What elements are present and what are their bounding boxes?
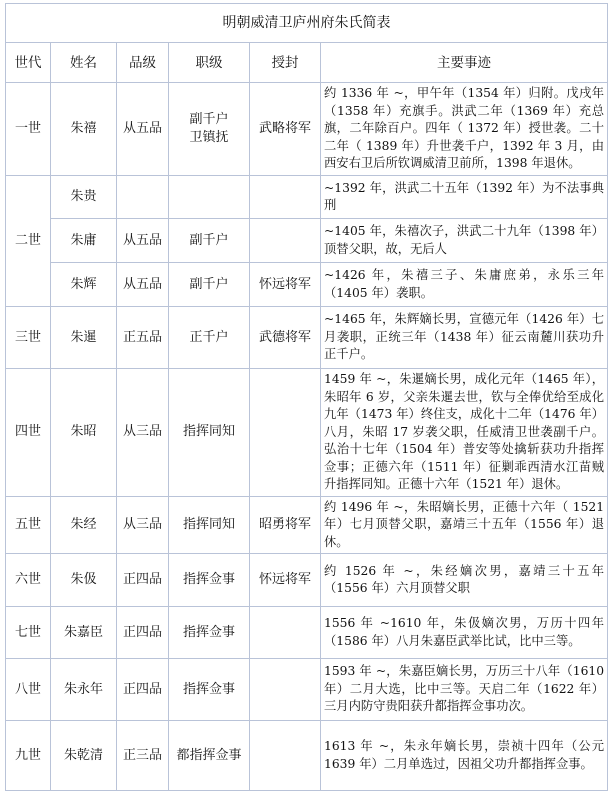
position-cell: 指挥佥事 (169, 607, 250, 659)
rank-cell: 正四品 (117, 607, 169, 659)
events-cell: 约 1526 年 ~，朱经嫡次男，嘉靖三十五年（1556 年）六月顶替父职 (321, 554, 608, 607)
title-cell: 武略将军 (250, 83, 321, 176)
events-cell: 1613 年 ~，朱永年嫡长男，崇祯十四年（公元 1639 年）二月单选过，因祖父功升都指挥佥事。 (321, 721, 608, 791)
table-row (6, 307, 608, 369)
name-cell: 朱伋 (51, 554, 117, 607)
table-row (6, 496, 608, 554)
name-cell: 朱辉 (51, 263, 117, 307)
title-cell (250, 659, 321, 721)
table-row (6, 176, 608, 219)
position-cell: 指挥同知 (169, 496, 250, 554)
title-cell (250, 607, 321, 659)
header-events: 主要事迹 (321, 43, 608, 83)
rank-cell: 正三品 (117, 721, 169, 791)
position-cell: 都指挥佥事 (169, 721, 250, 791)
table-row (6, 721, 608, 791)
rank-cell: 从三品 (117, 496, 169, 554)
generation-cell: 九世 (6, 721, 51, 791)
name-cell: 朱昭 (51, 369, 117, 497)
header-title: 授封 (250, 43, 321, 83)
generation-cell: 四世 (6, 369, 51, 497)
title-cell (250, 721, 321, 791)
generation-cell: 七世 (6, 607, 51, 659)
header-name: 姓名 (51, 43, 117, 83)
name-cell: 朱庸 (51, 219, 117, 263)
position-line: 卫镇抚 (189, 130, 229, 145)
header-row (6, 43, 608, 83)
events-cell: ~1426 年，朱禧三子、朱庸庶弟，永乐三年（1405 年）袭职。 (321, 263, 608, 307)
events-cell: ~1392 年，洪武二十五年（1392 年）为不法事典刑 (321, 176, 608, 219)
header-position: 职级 (169, 43, 250, 83)
rank-cell: 从五品 (117, 263, 169, 307)
generation-cell: 三世 (6, 307, 51, 369)
events-cell: 约 1336 年 ~，甲午年（1354 年）归附。戊戌年（1358 年）充旗手。洪武二年（1369 年）充总旗，二年除百户。四年（ 1372 年）授世袭。二十二年（ 1389 年）升世袭千户，1392 年 3 月，由西安右卫后所钦调威清卫前所，1398 年退休。 (321, 83, 608, 176)
table-row (6, 369, 608, 497)
events-cell: 1556 年 ~1610 年，朱伋嫡次男，万历十四年（1586 年）八月朱嘉臣武举比试，比中三等。 (321, 607, 608, 659)
table-row (6, 219, 608, 263)
title-cell: 昭勇将军 (250, 496, 321, 554)
events-cell: ~1465 年，朱辉嫡长男，宣德元年（1426 年）七月袭职，正统三年（1438 年）征云南麓川获功升正千户。 (321, 307, 608, 369)
header-rank: 品级 (117, 43, 169, 83)
title-cell (250, 219, 321, 263)
table-title: 明朝威清卫庐州府朱氏简表 (6, 4, 608, 43)
table-row (6, 607, 608, 659)
title-cell: 怀远将军 (250, 554, 321, 607)
rank-cell: 从五品 (117, 83, 169, 176)
name-cell: 朱乾清 (51, 721, 117, 791)
title-cell (250, 369, 321, 497)
generation-cell: 六世 (6, 554, 51, 607)
title-cell: 武德将军 (250, 307, 321, 369)
position-cell: 指挥佥事 (169, 659, 250, 721)
position-cell (169, 83, 250, 176)
table-row (6, 659, 608, 721)
title-cell: 怀远将军 (250, 263, 321, 307)
events-cell: 1593 年 ~，朱嘉臣嫡长男，万历三十八年（1610 年）二月大选，比中三等。天启二年（1622 年）三月内防守贵阳获升都指挥佥事功次。 (321, 659, 608, 721)
zhu-family-table (5, 3, 608, 791)
generation-cell: 二世 (6, 176, 51, 307)
position-line: 副千户 (189, 112, 229, 127)
events-cell: ~1405 年，朱禧次子，洪武二十九年（1398 年）顶替父职，故，无后人 (321, 219, 608, 263)
table-row (6, 83, 608, 176)
header-generation: 世代 (6, 43, 51, 83)
table-row (6, 263, 608, 307)
name-cell: 朱永年 (51, 659, 117, 721)
name-cell: 朱禧 (51, 83, 117, 176)
rank-cell: 从三品 (117, 369, 169, 497)
title-cell (250, 176, 321, 219)
generation-cell: 八世 (6, 659, 51, 721)
position-cell: 副千户 (169, 219, 250, 263)
rank-cell: 正四品 (117, 659, 169, 721)
name-cell: 朱贵 (51, 176, 117, 219)
generation-cell: 五世 (6, 496, 51, 554)
position-cell: 指挥同知 (169, 369, 250, 497)
position-cell: 正千户 (169, 307, 250, 369)
position-cell: 副千户 (169, 263, 250, 307)
title-row (6, 4, 608, 43)
rank-cell: 从五品 (117, 219, 169, 263)
rank-cell: 正五品 (117, 307, 169, 369)
name-cell: 朱经 (51, 496, 117, 554)
rank-cell: 正四品 (117, 554, 169, 607)
position-cell (169, 176, 250, 219)
generation-cell: 一世 (6, 83, 51, 176)
table-row (6, 554, 608, 607)
name-cell: 朱嘉臣 (51, 607, 117, 659)
events-cell: 1459 年 ~，朱暹嫡长男，成化元年（1465 年），朱昭年 6 岁，父亲朱暹去世，钦与全俸优给至成化九年（1473 年）终住支，成化十二年（1476 年）八月，朱昭 17 岁袭父职，任威清卫世袭副千户。弘治十七年（1504 年）普安等处擒斩获功升指挥佥事；正德六年（1511 年）征剿乖西清水江苗贼升指挥同知。正德十六年（1521 年）退休。 (321, 369, 608, 497)
name-cell: 朱暹 (51, 307, 117, 369)
genealogy-table-container (5, 3, 607, 791)
rank-cell (117, 176, 169, 219)
position-cell: 指挥佥事 (169, 554, 250, 607)
events-cell: 约 1496 年 ~，朱昭嫡长男，正德十六年（ 1521 年）七月顶替父职，嘉靖三十五年（1556 年）退休。 (321, 496, 608, 554)
